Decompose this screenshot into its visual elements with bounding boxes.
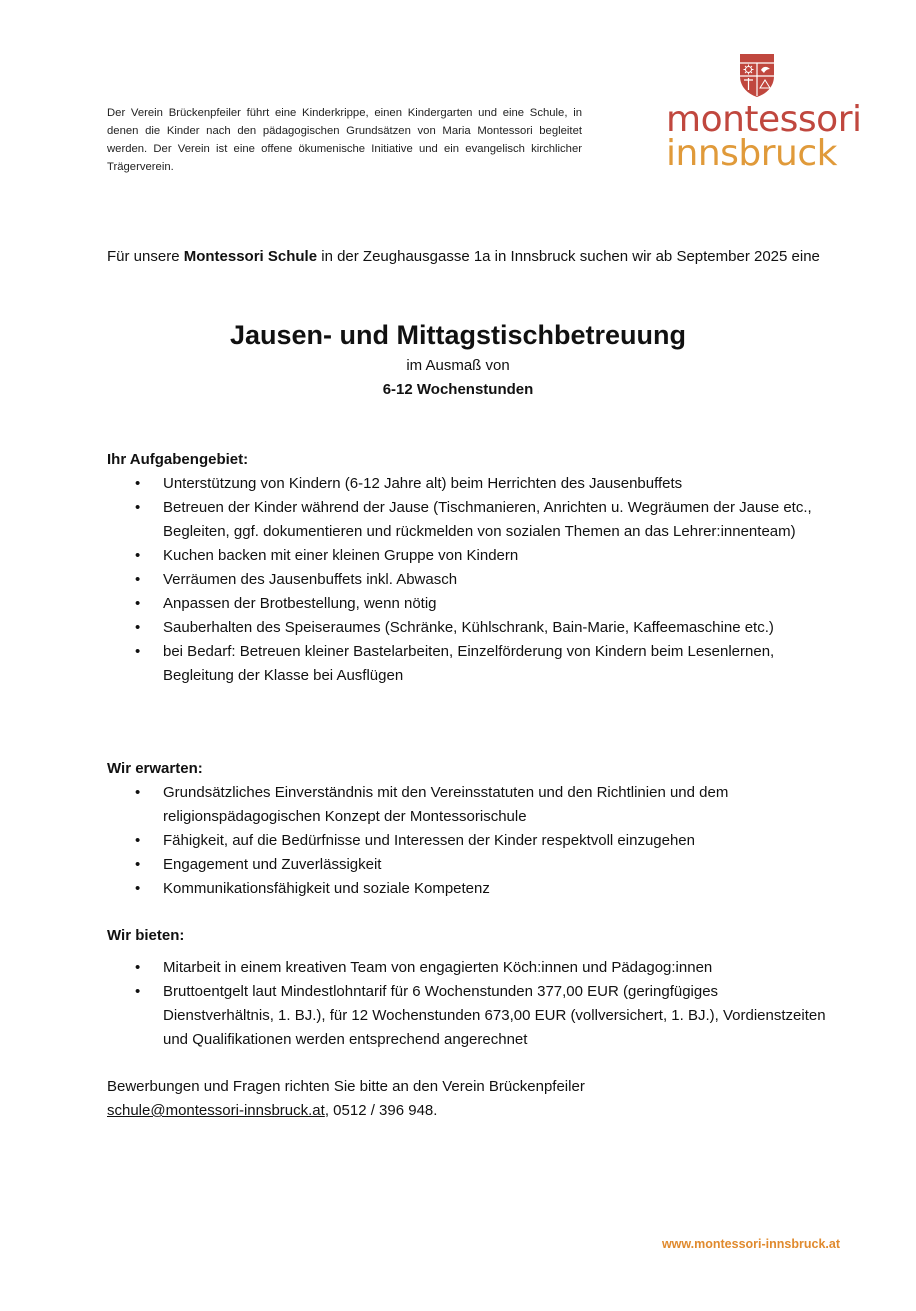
bullet: • — [135, 595, 141, 612]
bullet: • — [135, 856, 141, 873]
phone-number: , 0512 / 396 948. — [324, 1102, 438, 1119]
list-item — [107, 640, 827, 688]
list-item — [107, 568, 827, 592]
list-item — [107, 980, 827, 1052]
bullet: • — [135, 547, 141, 564]
section-heading: Ihr Aufgabengebiet: — [107, 451, 249, 468]
list-item — [107, 956, 827, 980]
list-item — [107, 496, 827, 544]
bullet: • — [135, 619, 141, 636]
list-item-text: Anpassen der Brotbestellung, wenn nötig — [163, 595, 437, 612]
bullet: • — [135, 475, 141, 492]
bullet: • — [135, 880, 141, 897]
montessori-shield-icon — [737, 52, 777, 98]
list-item-text: Kuchen backen mit einer kleinen Gruppe von Kindern — [163, 547, 519, 564]
bullet: • — [135, 784, 141, 801]
list-item-text: Betreuen der Kinder während der Jause (Tischmanieren, Anrichten u. Wegräumen der Jause etc., Begleiten, ggf. dokumentieren und rückmelden von sozialen Themen an das Lehrer:innenteam) — [163, 499, 812, 540]
list-item — [107, 472, 827, 496]
list-item-text: Mitarbeit in einem kreativen Team von engagierten Köch:innen und Pädagog:innen — [163, 959, 713, 976]
list-item-text: Sauberhalten des Speiseraumes (Schränke, Kühlschrank, Bain-Marie, Kaffeemaschine etc.) — [163, 619, 774, 636]
intro-text: Der Verein Brückenpfeiler führt eine Kinderkrippe, einen Kindergarten und eine Schule, in denen die Kinder nach den pädagogischen Grundsätzen von Maria Montessori begleitet werden. Der Verein ist eine offene ökumenische Initiative und ein evangelisch kirchlicher Trägerverein. — [107, 107, 582, 173]
bullet: • — [135, 643, 141, 660]
section-offer — [107, 924, 827, 1052]
section-expectations — [107, 757, 827, 901]
job-subtitle-scope: im Ausmaß von — [406, 357, 510, 374]
task-list — [107, 472, 827, 688]
list-item-text: Engagement und Zuverlässigkeit — [163, 856, 382, 873]
list-item-text: Fähigkeit, auf die Bedürfnisse und Interessen der Kinder respektvoll einzugehen — [163, 832, 695, 849]
montessori-logo — [664, 52, 862, 177]
section-heading: Wir erwarten: — [107, 760, 203, 777]
contact-line: Bewerbungen und Fragen richten Sie bitte an den Verein Brückenpfeiler — [107, 1078, 585, 1095]
lead-part-1: Für unsere — [107, 248, 184, 265]
list-item-text: Verräumen des Jausenbuffets inkl. Abwasch — [163, 571, 458, 588]
lead-bold-school: Montessori Schule — [183, 248, 318, 265]
list-item-text: Unterstützung von Kindern (6-12 Jahre alt) beim Herrichten des Jausenbuffets — [163, 475, 683, 492]
logo-word-innsbruck: innsbruck — [666, 133, 837, 174]
list-item-text: Kommunikationsfähigkeit und soziale Kompetenz — [163, 880, 490, 897]
offer-list — [107, 956, 827, 1052]
section-tasks — [107, 448, 827, 688]
email-link[interactable]: schule@montessori-innsbruck.at — [107, 1102, 325, 1119]
list-item-text: bei Bedarf: Betreuen kleiner Bastelarbeiten, Einzelförderung von Kindern beim Lesenlernen, Begleitung der Klasse bei Ausflügen — [163, 643, 775, 684]
footer-website-link[interactable]: www.montessori-innsbruck.at — [661, 1237, 840, 1251]
list-item — [107, 829, 827, 853]
job-subtitle-hours: 6-12 Wochenstunden — [382, 381, 534, 398]
list-item — [107, 781, 827, 829]
lead-paragraph — [107, 245, 827, 269]
logo-word-montessori: montessori — [666, 99, 862, 140]
bullet: • — [135, 571, 141, 588]
bullet: • — [135, 832, 141, 849]
section-heading: Wir bieten: — [107, 927, 185, 944]
contact-paragraph — [107, 1075, 827, 1123]
list-item — [107, 877, 827, 901]
bullet: • — [135, 499, 141, 516]
expectation-list — [107, 781, 827, 901]
job-title: Jausen- und Mittagstischbetreuung — [229, 320, 687, 350]
bullet: • — [135, 983, 141, 1000]
lead-part-2: in der Zeughausgasse 1a in Innsbruck suchen wir ab September 2025 eine — [317, 248, 820, 265]
bullet: • — [135, 959, 141, 976]
list-item — [107, 544, 827, 568]
list-item-text: Grundsätzliches Einverständnis mit den Vereinsstatuten und den Richtlinien und dem religionspädagogischen Konzept der Montessorischule — [163, 784, 729, 825]
list-item — [107, 616, 827, 640]
list-item — [107, 592, 827, 616]
list-item-text: Bruttoentgelt laut Mindestlohntarif für 6 Wochenstunden 377,00 EUR (geringfügiges Dienstverhältnis, 1. BJ.), für 12 Wochenstunden 673,00 EUR (vollversichert, 1. BJ.), Vordienstzeiten und Qualifikationen werden entsprechend angerechnet — [163, 983, 826, 1048]
list-item — [107, 853, 827, 877]
